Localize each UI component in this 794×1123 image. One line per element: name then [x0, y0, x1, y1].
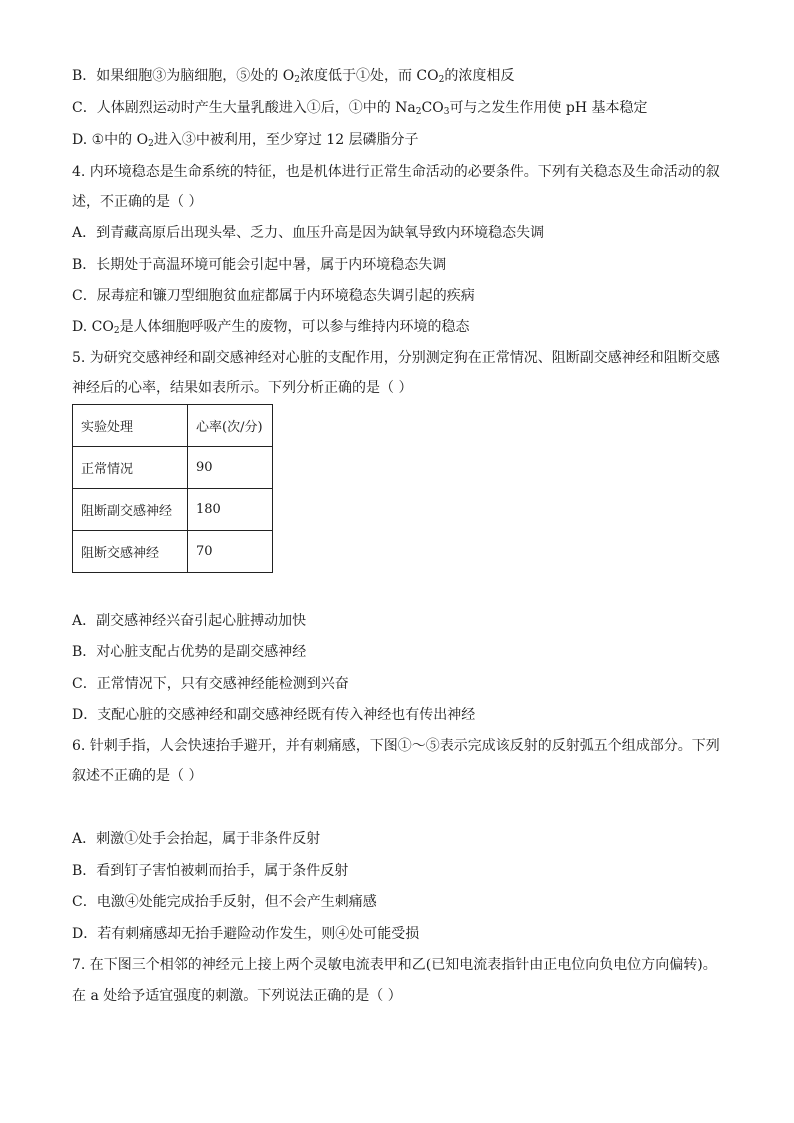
- table-cell: 阻断副交感神经: [73, 489, 188, 531]
- q6-option-d: D．若有刺痛感却无抬手避险动作发生，则④处可能受损: [72, 926, 420, 942]
- table-cell: 180: [188, 489, 273, 531]
- table-cell: 正常情况: [73, 447, 188, 489]
- q5-stem-line-2: 神经后的心率，结果如表所示。下列分析正确的是（ ）: [72, 380, 413, 396]
- table-header-cell: 实验处理: [73, 405, 188, 447]
- q4-option-c: C．尿毒症和镰刀型细胞贫血症都属于内环境稳态失调引起的疾病: [72, 288, 475, 304]
- table-cell: 阻断交感神经: [73, 531, 188, 573]
- table-header-row: [73, 405, 273, 447]
- q3-option-b: B．如果细胞③为脑细胞，⑤处的 $O_2$浓度低于①处，而 $CO_2$的浓度相反: [72, 68, 515, 85]
- q6-option-c: C．电激④处能完成抬手反射，但不会产生刺痛感: [72, 894, 377, 910]
- q6-option-a: A．刺激①处手会抬起，属于非条件反射: [72, 831, 321, 847]
- q5-option-b: B．对心脏支配占优势的是副交感神经: [72, 644, 307, 660]
- q4-option-a: A．到青藏高原后出现头晕、乏力、血压升高是因为缺氧导致内环境稳态失调: [72, 225, 545, 241]
- heart-rate-table: [72, 404, 273, 573]
- q4-option-b: B．长期处于高温环境可能会引起中暑，属于内环境稳态失调: [72, 257, 447, 273]
- q5-option-d: D．支配心脏的交感神经和副交感神经既有传入神经也有传出神经: [72, 707, 476, 723]
- q5-option-c: C．正常情况下，只有交感神经能检测到兴奋: [72, 676, 349, 692]
- q4-stem-line-2: 述，不正确的是（ ）: [72, 194, 203, 210]
- table-cell: 70: [188, 531, 273, 573]
- table-header-cell: 心率(次/分): [188, 405, 273, 447]
- q5-stem-line-1: 5. 为研究交感神经和副交感神经对心脏的支配作用，分别测定狗在正常情况、阻断副交感神经和阻断交感: [72, 350, 720, 366]
- q6-stem-line-2: 叙述不正确的是（ ）: [72, 768, 203, 784]
- table-row: [73, 447, 273, 489]
- q7-stem-line-1: 7. 在下图三个相邻的神经元上接上两个灵敏电流表甲和乙(已知电流表指针由正电位向负电位方向偏转)。: [72, 957, 717, 973]
- q3-option-d: D. ①中的 $O_2$进入③中被利用，至少穿过 12 层磷脂分子: [72, 132, 419, 149]
- table-row: [73, 489, 273, 531]
- table-row: [73, 531, 273, 573]
- q4-option-d: D. $CO_2$是人体细胞呼吸产生的废物，可以参与维持内环境的稳态: [72, 319, 470, 336]
- q6-stem-line-1: 6. 针刺手指，人会快速抬手避开，并有刺痛感，下图①～⑤表示完成该反射的反射弧五个组成部分。下列: [72, 738, 720, 754]
- q3-option-c: C．人体剧烈运动时产生大量乳酸进入①后，①中的 $Na_2CO_3$可与之发生作用使 pH 基本稳定: [72, 100, 648, 117]
- q6-option-b: B．看到钉子害怕被刺而抬手，属于条件反射: [72, 863, 349, 879]
- q7-stem-line-2: 在 a 处给予适宜强度的刺激。下列说法正确的是（ ）: [72, 988, 402, 1004]
- q5-option-a: A．副交感神经兴奋引起心脏搏动加快: [72, 613, 307, 629]
- table-cell: 90: [188, 447, 273, 489]
- q4-stem-line-1: 4. 内环境稳态是生命系统的特征，也是机体进行正常生命活动的必要条件。下列有关稳态及生命活动的叙: [72, 164, 720, 180]
